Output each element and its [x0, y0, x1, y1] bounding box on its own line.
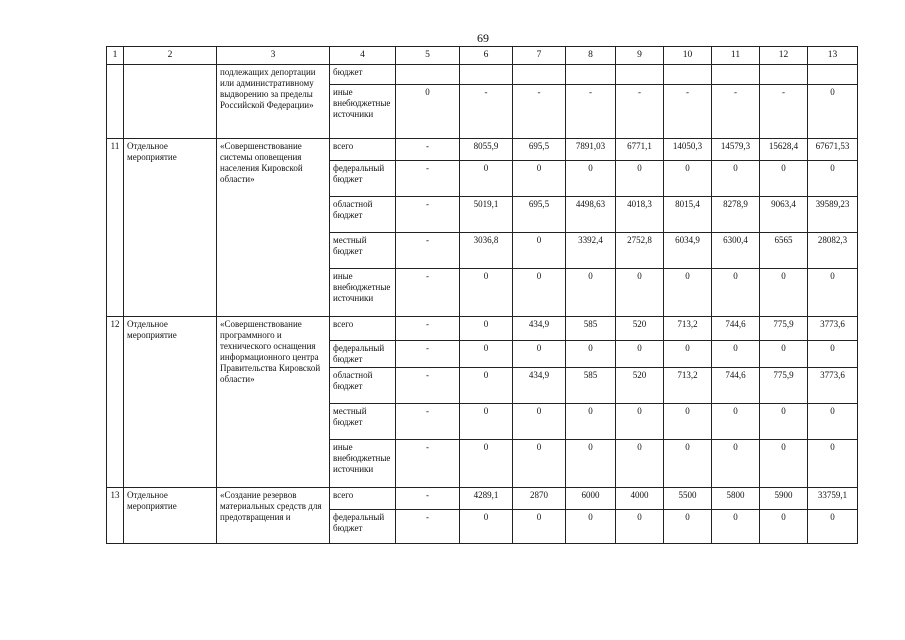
table-row: [107, 317, 858, 341]
table-row: [107, 488, 858, 510]
value-cell: -: [396, 510, 460, 544]
value-cell: 6300,4: [712, 233, 760, 269]
value-cell: 0: [760, 161, 808, 197]
value-cell: 0: [513, 269, 566, 317]
funding-source: иные внебюджетные источники: [330, 269, 396, 317]
value-cell: [566, 65, 616, 85]
value-cell: 6771,1: [616, 139, 664, 161]
funding-source: федеральный бюджет: [330, 341, 396, 368]
funding-source: областной бюджет: [330, 197, 396, 233]
value-cell: -: [396, 197, 460, 233]
value-cell: 0: [460, 440, 513, 488]
value-cell: 14579,3: [712, 139, 760, 161]
funding-source: федеральный бюджет: [330, 510, 396, 544]
funding-source: бюджет: [330, 65, 396, 85]
value-cell: 713,2: [664, 368, 712, 404]
value-cell: 0: [808, 161, 858, 197]
col-header: 13: [808, 47, 858, 65]
value-cell: 0: [513, 440, 566, 488]
value-cell: 33759,1: [808, 488, 858, 510]
value-cell: 0: [616, 510, 664, 544]
value-cell: -: [396, 233, 460, 269]
col-header: 6: [460, 47, 513, 65]
value-cell: [808, 65, 858, 85]
value-cell: [712, 65, 760, 85]
value-cell: 434,9: [513, 368, 566, 404]
value-cell: 0: [664, 341, 712, 368]
event-type: Отдельное мероприятие: [124, 317, 217, 488]
value-cell: -: [396, 139, 460, 161]
row-number-cell: [107, 65, 124, 139]
value-cell: 585: [566, 317, 616, 341]
value-cell: 4018,3: [616, 197, 664, 233]
value-cell: 775,9: [760, 317, 808, 341]
value-cell: 0: [460, 404, 513, 440]
col-header: 10: [664, 47, 712, 65]
value-cell: 39589,23: [808, 197, 858, 233]
value-cell: 2870: [513, 488, 566, 510]
funding-source: всего: [330, 488, 396, 510]
value-cell: 0: [808, 85, 858, 139]
col-header: 5: [396, 47, 460, 65]
value-cell: [616, 65, 664, 85]
value-cell: -: [396, 368, 460, 404]
value-cell: 744,6: [712, 368, 760, 404]
value-cell: -: [396, 161, 460, 197]
value-cell: [760, 65, 808, 85]
value-cell: 434,9: [513, 317, 566, 341]
col-header: 2: [124, 47, 217, 65]
event-type: Отдельное мероприятие: [124, 488, 217, 544]
funding-source: иные внебюджетные источники: [330, 85, 396, 139]
funding-source: всего: [330, 317, 396, 341]
value-cell: 0: [616, 440, 664, 488]
value-cell: 3036,8: [460, 233, 513, 269]
event-type: Отдельное мероприятие: [124, 139, 217, 317]
value-cell: 3773,6: [808, 368, 858, 404]
value-cell: 0: [664, 440, 712, 488]
event-description: «Совершенствование системы оповещения населения Кировской области»: [217, 139, 330, 317]
value-cell: 2752,8: [616, 233, 664, 269]
value-cell: 3773,6: [808, 317, 858, 341]
funding-source: областной бюджет: [330, 368, 396, 404]
value-cell: 9063,4: [760, 197, 808, 233]
value-cell: 0: [460, 317, 513, 341]
value-cell: 0: [712, 341, 760, 368]
value-cell: 67671,53: [808, 139, 858, 161]
funding-table: [106, 46, 858, 544]
funding-source: федеральный бюджет: [330, 161, 396, 197]
value-cell: 6000: [566, 488, 616, 510]
value-cell: 4000: [616, 488, 664, 510]
table-row: [107, 139, 858, 161]
value-cell: -: [396, 269, 460, 317]
value-cell: -: [396, 341, 460, 368]
col-header: 1: [107, 47, 124, 65]
value-cell: -: [664, 85, 712, 139]
value-cell: -: [396, 317, 460, 341]
col-header: 3: [217, 47, 330, 65]
table-row: [107, 65, 858, 85]
value-cell: -: [566, 85, 616, 139]
value-cell: -: [760, 85, 808, 139]
value-cell: 0: [664, 510, 712, 544]
value-cell: 0: [760, 341, 808, 368]
value-cell: -: [396, 404, 460, 440]
value-cell: 585: [566, 368, 616, 404]
value-cell: 0: [460, 269, 513, 317]
value-cell: 520: [616, 317, 664, 341]
value-cell: 0: [513, 510, 566, 544]
value-cell: 0: [566, 269, 616, 317]
value-cell: 0: [760, 440, 808, 488]
value-cell: 5900: [760, 488, 808, 510]
col-header: 9: [616, 47, 664, 65]
value-cell: [513, 65, 566, 85]
value-cell: 5800: [712, 488, 760, 510]
value-cell: 4289,1: [460, 488, 513, 510]
value-cell: 695,5: [513, 197, 566, 233]
value-cell: 4498,63: [566, 197, 616, 233]
value-cell: 0: [616, 269, 664, 317]
value-cell: -: [513, 85, 566, 139]
value-cell: -: [712, 85, 760, 139]
value-cell: 7891,03: [566, 139, 616, 161]
row-number: 11: [107, 139, 124, 317]
value-cell: 0: [566, 341, 616, 368]
value-cell: 0: [712, 269, 760, 317]
col-header: 12: [760, 47, 808, 65]
value-cell: 0: [396, 85, 460, 139]
value-cell: 6565: [760, 233, 808, 269]
value-cell: 0: [513, 233, 566, 269]
value-cell: 0: [808, 269, 858, 317]
value-cell: 0: [566, 440, 616, 488]
value-cell: 6034,9: [664, 233, 712, 269]
value-cell: 0: [513, 404, 566, 440]
value-cell: -: [460, 85, 513, 139]
value-cell: 0: [460, 510, 513, 544]
value-cell: 0: [760, 404, 808, 440]
col-header: 7: [513, 47, 566, 65]
value-cell: 0: [808, 440, 858, 488]
value-cell: 0: [566, 510, 616, 544]
value-cell: 14050,3: [664, 139, 712, 161]
value-cell: 0: [808, 404, 858, 440]
value-cell: 0: [566, 161, 616, 197]
value-cell: [460, 65, 513, 85]
value-cell: 0: [513, 161, 566, 197]
value-cell: 0: [712, 440, 760, 488]
event-description: подлежащих депортации или административному выдворению за пределы Российской Федерации»: [217, 65, 330, 139]
value-cell: -: [396, 488, 460, 510]
value-cell: 28082,3: [808, 233, 858, 269]
value-cell: 0: [616, 341, 664, 368]
col-header: 11: [712, 47, 760, 65]
event-description: «Совершенствование программного и технического оснащения информационного центра Правительства Кировской области»: [217, 317, 330, 488]
value-cell: 0: [760, 510, 808, 544]
col-header: 8: [566, 47, 616, 65]
funding-source: местный бюджет: [330, 233, 396, 269]
value-cell: 8278,9: [712, 197, 760, 233]
value-cell: 3392,4: [566, 233, 616, 269]
page-number: 69: [477, 31, 489, 45]
value-cell: 0: [616, 404, 664, 440]
header-row: [107, 47, 858, 65]
funding-source: иные внебюджетные источники: [330, 440, 396, 488]
value-cell: 15628,4: [760, 139, 808, 161]
value-cell: [396, 65, 460, 85]
col-header: 4: [330, 47, 396, 65]
value-cell: -: [616, 85, 664, 139]
value-cell: 0: [664, 269, 712, 317]
value-cell: [664, 65, 712, 85]
value-cell: 0: [616, 161, 664, 197]
value-cell: 5019,1: [460, 197, 513, 233]
value-cell: 0: [760, 269, 808, 317]
value-cell: 713,2: [664, 317, 712, 341]
value-cell: 8015,4: [664, 197, 712, 233]
value-cell: 0: [808, 510, 858, 544]
value-cell: 0: [808, 341, 858, 368]
value-cell: 0: [664, 161, 712, 197]
value-cell: 0: [712, 510, 760, 544]
event-description: «Создание резервов материальных средств для предотвращения и: [217, 488, 330, 544]
funding-source: местный бюджет: [330, 404, 396, 440]
value-cell: 0: [513, 341, 566, 368]
funding-source: всего: [330, 139, 396, 161]
event-type-cell: [124, 65, 217, 139]
value-cell: 0: [460, 161, 513, 197]
value-cell: 0: [460, 341, 513, 368]
value-cell: 0: [664, 404, 712, 440]
value-cell: 0: [712, 404, 760, 440]
value-cell: 520: [616, 368, 664, 404]
value-cell: 744,6: [712, 317, 760, 341]
value-cell: 695,5: [513, 139, 566, 161]
value-cell: 8055,9: [460, 139, 513, 161]
row-number: 13: [107, 488, 124, 544]
value-cell: 775,9: [760, 368, 808, 404]
row-number: 12: [107, 317, 124, 488]
value-cell: 0: [712, 161, 760, 197]
value-cell: 5500: [664, 488, 712, 510]
value-cell: 0: [460, 368, 513, 404]
value-cell: -: [396, 440, 460, 488]
value-cell: 0: [566, 404, 616, 440]
